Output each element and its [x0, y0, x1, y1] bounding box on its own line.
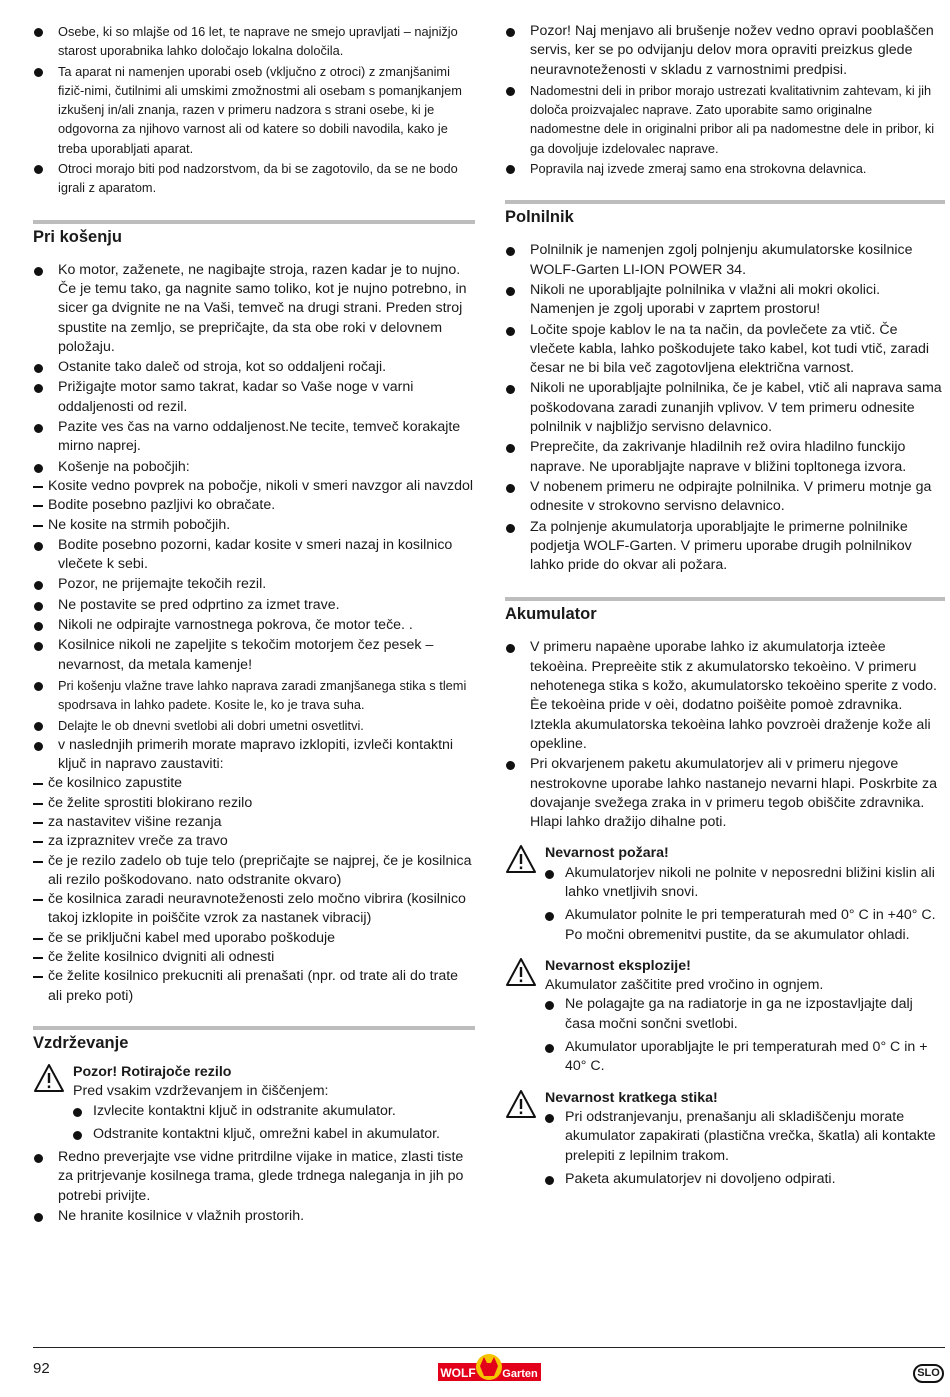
dash-icon	[33, 957, 43, 959]
list-item	[505, 81, 945, 158]
dash-item-text: če kosilnico zapustite	[48, 775, 183, 792]
warning-list-item	[545, 864, 945, 903]
dash-item-text: Bodite posebno pazljivi ko obračate.	[48, 497, 276, 514]
list-item-text: Paketa akumulatorjev ni dovoljeno odpirati.	[565, 1170, 836, 1187]
list-item	[505, 281, 945, 320]
bullet-icon	[34, 682, 43, 691]
bullet-icon	[506, 484, 515, 493]
list-item-text: v naslednjih primerih morate mapravo izklopiti, izvleči kontaktni ključ in napravo zaustaviti:	[58, 736, 454, 773]
list-item-text: Pri odstranjevanju, prenašanju ali skladiščenju morate akumulator zapakirati (plastična vrečka, škatla) ali kontakte prelepiti z lepilnim trakom.	[565, 1108, 936, 1164]
dash-icon	[33, 841, 43, 843]
list-item-text: Pazite ves čas na varno oddaljenost.Ne tecite, temveč korakajte mirno naprej.	[58, 419, 461, 455]
list-item-text: Redno preverjajte vse vidne pritrdilne vijake in matice, zlasti tiste za pritrjevanje kosilnega trama, glede trdnega naleganja in jih po potrebi privijte.	[58, 1149, 464, 1204]
list-item	[33, 536, 475, 575]
warning-triangle-icon	[505, 1089, 537, 1119]
list-item-text: Preprečite, da zakrivanje hladilnih rež ovira hladilno funckijo naprave. Ne uporabljajte naprave v bližini topltonega izvora.	[530, 439, 907, 475]
dash-icon	[33, 976, 43, 978]
list-item-text: Nadomestni deli in pribor morajo ustrezati kvalitativnim zahtevam, ki jih določa proizvajalec naprave. Zato uporabite samo originalne nadomestne dele in originalni pribor ali pa nadomestne dele in pribor, ki ga dovoljuje izdelovalec naprave.	[530, 82, 935, 156]
list-item-text: Otroci morajo biti pod nadzorstvom, da bi se zagotovilo, da se ne bodo igrali z aparatom.	[58, 161, 458, 196]
list-item-text: Košenje na pobočjih:	[58, 458, 190, 475]
list-item-text: Ta aparat ni namenjen uporabi oseb (vključno z otroci) z zmanjšanimi fizič-nimi, čutilnimi ali umskimi zmožnostmi ali osebam s pomanjkanjem izkušenj in/ali znanja, razen v primeru nadzora s strani osebe, ki je odgovorna za njihovo varnost ali od katere so dobili navodila, kako je treba uporabljati aparat.	[58, 63, 462, 156]
dash-item	[33, 967, 475, 1006]
list-item	[33, 636, 475, 675]
bullet-icon	[34, 424, 43, 433]
warning-block	[505, 1089, 945, 1189]
logo-text-right: Garten	[502, 1368, 538, 1380]
right-column	[505, 22, 945, 1201]
dash-item	[33, 832, 475, 851]
list-item	[33, 418, 475, 457]
warning-title: Nevarnost kratkega stika!	[545, 1089, 718, 1106]
dash-item-text: če se priključni kabel med uporabo poškoduje	[48, 929, 336, 946]
bullet-icon	[506, 327, 515, 336]
list-item-text: Izvlecite kontaktni ključ in odstranite akumulator.	[93, 1102, 396, 1119]
section-divider	[505, 597, 945, 601]
bullet-icon	[506, 444, 515, 453]
logo-text-left: WOLF	[440, 1366, 476, 1380]
list-item	[33, 616, 475, 635]
list-item	[505, 755, 945, 832]
warning-title: Nevarnost požara!	[545, 845, 669, 862]
bullet-icon	[506, 644, 515, 653]
page-number: 92	[33, 1360, 50, 1377]
warning-list-item	[545, 1038, 945, 1077]
dash-item-text: če je rezilo zadelo ob tuje telo (prepričajte se najprej, če je kosilnica ali rezilo poškodovano. nato odstranite okvaro)	[48, 852, 472, 888]
dash-item	[33, 890, 475, 929]
bullet-icon	[545, 870, 554, 879]
list-item	[33, 1207, 475, 1226]
warning-list	[545, 1108, 945, 1189]
bullet-icon	[34, 364, 43, 373]
dash-list	[33, 774, 475, 1006]
dash-item-text: za izpraznitev vreče za travo	[48, 833, 228, 850]
bullet-icon	[34, 165, 43, 174]
dash-icon	[33, 525, 43, 527]
kosenje-list	[33, 261, 475, 1006]
list-item	[505, 241, 945, 280]
list-item	[505, 22, 945, 80]
list-item	[505, 638, 945, 754]
dash-item	[33, 794, 475, 813]
bullet-icon	[506, 87, 515, 96]
list-item-text: Ostanite tako daleč od stroja, kot so oddaljeni ročaji.	[58, 359, 387, 376]
bullet-icon	[506, 287, 515, 296]
list-item-text: Pri košenju vlažne trave lahko naprava zaradi zmanjšanega stika s tlemi spodrsava in lahko padete. Kosite le, ko je trava suha.	[58, 677, 467, 713]
bullet-icon	[545, 1176, 554, 1185]
list-item	[33, 358, 475, 377]
dash-item	[33, 929, 475, 948]
section-vzdrzevanje	[33, 1026, 475, 1226]
bullet-icon	[506, 524, 515, 533]
dash-item-text: če želite kosilnico dvigniti ali odnesti	[48, 949, 275, 966]
section-divider	[505, 200, 945, 204]
bullet-icon	[34, 28, 43, 37]
list-item-text: Pri okvarjenem paketu akumulatorjev ali v primeru njegove nestrokovne uporabe lahko nastanejo nevarni hlapi. Poskrbite za dovajanje svežega zraka in v primeru tegob obiščite zdravnika. Hlapi lahko dražijo dihalne poti.	[530, 756, 937, 831]
language-badge: SLO	[913, 1364, 944, 1383]
warning-list	[73, 1102, 475, 1145]
bullet-icon	[34, 602, 43, 611]
warning-list	[545, 864, 945, 945]
bullet-icon	[545, 1114, 554, 1123]
dash-item	[33, 948, 475, 967]
list-item	[33, 676, 475, 715]
bullet-icon	[545, 912, 554, 921]
section-title-kosenje: Pri košenju	[33, 227, 122, 246]
list-item	[33, 1148, 475, 1206]
warning-block	[505, 844, 945, 944]
dash-item	[33, 496, 475, 515]
list-item-text: Ne postavite se pred odprtino za izmet trave.	[58, 596, 340, 613]
bullet-icon	[34, 642, 43, 651]
list-item-text: V nobenem primeru ne odpirajte polnilnika. V primeru motnje ga odnesite v strokovno servisno delavnico.	[530, 478, 932, 515]
polnilnik-list	[505, 241, 945, 575]
list-item	[33, 458, 475, 535]
list-item	[505, 518, 945, 576]
dash-item-text: Ne kosite na strmih pobočjih.	[48, 516, 231, 533]
warning-title: Pozor! Rotirajoče rezilo	[73, 1063, 232, 1080]
warning-block	[33, 1063, 475, 1144]
list-item-text: Kosilnice nikoli ne zapeljite s tekočim motorjem čez pesek – nevarnost, da metala kamenje!	[58, 637, 434, 673]
dash-item	[33, 516, 475, 535]
list-item	[505, 478, 945, 517]
list-item	[33, 596, 475, 615]
bullet-icon	[34, 464, 43, 473]
list-item	[505, 379, 945, 437]
list-item-text: Ko motor, zaženete, ne nagibajte stroja, razen kadar je to nujno. Če je temu tako, ga nagnite samo toliko, kot je nujno potrebno, in sicer ga dvignite ne na Vaši, temveč na drugi strani. Preden stroj spustite na zemljo, se prepričajte, da sta obe roki v delovnem položaju.	[58, 261, 467, 355]
list-item-text: Prižigajte motor samo takrat, kadar so Vaše noge v varni oddaljenosti od rezil.	[58, 379, 414, 415]
list-item-text: Pozor! Naj menjavo ali brušenje nožev vedno opravi pooblaščen servis, ker se po odvijanju delov mora opraviti preizkus glede neuravnoteženosti v skladu z varnostnimi predpisi.	[530, 23, 934, 78]
list-item-text: Ne hranite kosilnice v vlažnih prostorih.	[58, 1208, 305, 1225]
dash-icon	[33, 486, 43, 488]
list-item	[33, 736, 475, 1006]
dash-item	[33, 774, 475, 793]
list-item-text: Pozor, ne prijemajte tekočih rezil.	[58, 576, 267, 593]
section-divider	[33, 220, 475, 224]
warning-list-item	[545, 995, 945, 1034]
list-item-text: V primeru napaène uporabe lahko iz akumulatorja izteèe tekoèina. Prepreèite stik z akumulatorsko tekoèino. V primeru nehotenega stika s kožo, akumulatorsko tekoèino sperite z vodo. Èe tekoèina pride v oèi, dodatno poišèite pomoè zdravnika. Iztekla akumulatorska tekoèina lahko povzroèi draženje kože ali opekline.	[530, 639, 937, 752]
dash-icon	[33, 899, 43, 901]
list-item-text: Akumulator uporabljajte le pri temperaturah med 0° C in + 40° C.	[565, 1039, 928, 1075]
warning-list-item	[545, 1170, 945, 1189]
list-item	[33, 716, 475, 735]
list-item-text: Ne polagajte ga na radiatorje in ga ne izpostavljajte dalj časa močni sončni svetlobi.	[565, 996, 913, 1032]
list-item	[33, 159, 475, 198]
list-item-text: Popravila naj izvede zmeraj samo ena strokovna delavnica.	[530, 161, 867, 177]
dash-item-text: za nastavitev višine rezanja	[48, 813, 222, 830]
list-item-text: Nikoli ne uporabljajte polnilnika, če je kabel, vtič ali naprava sama poškodovana zaradi zunanjih vplivov. V tem primeru odnesite polnilnik v najbližjo servisno delavnico.	[530, 380, 942, 436]
list-item	[33, 22, 475, 61]
dash-item	[33, 813, 475, 832]
warning-triangle-icon	[33, 1063, 65, 1093]
list-item	[505, 438, 945, 477]
bullet-icon	[34, 742, 43, 751]
bullet-icon	[34, 542, 43, 551]
bullet-icon	[545, 1001, 554, 1010]
bullet-icon	[506, 761, 515, 770]
warning-list-item	[545, 1108, 945, 1166]
list-item-text: Bodite posebno pozorni, kadar kosite v smeri nazaj in kosilnico vlečete k sebi.	[58, 536, 453, 573]
bullet-icon	[545, 1044, 554, 1053]
bullet-icon	[34, 1154, 43, 1163]
bullet-icon	[73, 1131, 82, 1140]
warning-list-item	[545, 906, 945, 945]
section-divider	[33, 1026, 475, 1030]
dash-item	[33, 477, 475, 496]
warning-triangle-icon	[505, 957, 537, 987]
dash-item-text: če želite sprostiti blokirano rezilo	[48, 794, 253, 811]
dash-icon	[33, 505, 43, 507]
dash-icon	[33, 938, 43, 940]
bullet-icon	[506, 165, 515, 174]
list-item	[505, 159, 945, 178]
vzdrzevanje-list	[33, 1148, 475, 1226]
list-item	[33, 261, 475, 357]
dash-item-text: če želite kosilnico prekucniti ali prenašati (npr. od trate ali do trate ali preko poti)	[48, 968, 459, 1004]
list-item-text: Akumulatorjev nikoli ne polnite v neposredni bližini kislin ali lahko vnetljivih snovi.	[565, 864, 935, 900]
section-polnilnik	[505, 200, 945, 575]
list-item-text: Akumulator polnite le pri temperaturah med 0° C in +40° C. Po močni obremenitvi pustite, da se akumulator ohladi.	[565, 907, 936, 943]
bullet-icon	[34, 267, 43, 276]
list-item-text: Delajte le ob dnevni svetlobi ali dobri umetni osvetlitvi.	[58, 717, 364, 733]
intro-list-left	[33, 22, 475, 198]
list-item-text: Nikoli ne uporabljajte polnilnika v vlažni ali mokri okolici. Namenjen je zgolj uporabi v zaprtem prostoru!	[530, 281, 881, 318]
warning-triangle-icon	[505, 844, 537, 874]
warning-text: Pred vsakim vzdrževanjem in čiščenjem:	[73, 1083, 329, 1100]
bullet-icon	[34, 581, 43, 590]
bullet-icon	[34, 622, 43, 631]
section-title-vzdrzevanje: Vzdrževanje	[33, 1033, 129, 1052]
section-akumulator	[505, 597, 945, 1189]
list-item	[33, 62, 475, 158]
list-item-text: Osebe, ki so mlajše od 16 let, te naprave ne smejo upravljati – najnižjo starost uporabnika lahko določajo lokalna določila.	[58, 24, 458, 59]
akumulator-warnings	[505, 844, 945, 1189]
intro-list-right	[505, 22, 945, 178]
dash-icon	[33, 822, 43, 824]
bullet-icon	[506, 385, 515, 394]
list-item	[33, 575, 475, 594]
bullet-icon	[506, 247, 515, 256]
list-item-text: Za polnjenje akumulatorja uporabljajte le primerne polnilnike podjetja WOLF-Garten. V primeru uporabe drugih polnilnikov lahko pride do okvar ali požara.	[530, 518, 912, 574]
left-column	[33, 22, 475, 1227]
dash-icon	[33, 861, 43, 863]
list-item-text: Odstranite kontaktni ključ, omrežni kabel in akumulator.	[93, 1125, 440, 1142]
warning-block	[505, 957, 945, 1077]
dash-item	[33, 852, 475, 891]
warning-title: Nevarnost eksplozije!	[545, 957, 691, 974]
warning-list-item	[73, 1125, 475, 1144]
section-title-polnilnik: Polnilnik	[505, 208, 574, 227]
section-kosenje	[33, 220, 475, 1006]
list-item	[33, 378, 475, 417]
dash-list	[33, 477, 475, 535]
warning-text: Akumulator zaščitite pred vročino in ognjem.	[545, 977, 824, 994]
bullet-icon	[34, 68, 43, 77]
dash-item-text: če kosilnica zaradi neuravnoteženosti zelo močno vibrira (kosilnico takoj izklopite in poiščite vzrok za nastanek vibracij)	[48, 891, 466, 927]
bullet-icon	[34, 722, 43, 731]
list-item-text: Ločite spoje kablov le na ta način, da povlečete za vtič. Če vlečete kabla, lahko poškodujete tako kabel, kot tudi vtič, zaradi česar ne bi bila več zagotovljena električna varnost.	[530, 321, 930, 377]
bullet-icon	[34, 1213, 43, 1222]
list-item-text: Polnilnik je namenjen zgolj polnjenju akumulatorske kosilnice WOLF-Garten LI-ION POWER 34.	[530, 242, 913, 278]
list-item-text: Nikoli ne odpirajte varnostnega pokrova, če motor teče. .	[58, 617, 413, 634]
footer-divider	[33, 1347, 945, 1348]
list-item	[505, 321, 945, 379]
section-title-akumulator: Akumulator	[505, 605, 597, 624]
dash-item-text: Kosite vedno povprek na pobočje, nikoli v smeri navzgor ali navzdol	[48, 477, 474, 494]
bullet-icon	[506, 28, 515, 37]
warning-list	[545, 995, 945, 1076]
dash-icon	[33, 783, 43, 785]
bullet-icon	[34, 384, 43, 393]
warning-list-item	[73, 1102, 475, 1121]
wolf-garten-logo	[438, 1352, 541, 1386]
dash-icon	[33, 803, 43, 805]
bullet-icon	[73, 1108, 82, 1117]
akumulator-list	[505, 638, 945, 832]
